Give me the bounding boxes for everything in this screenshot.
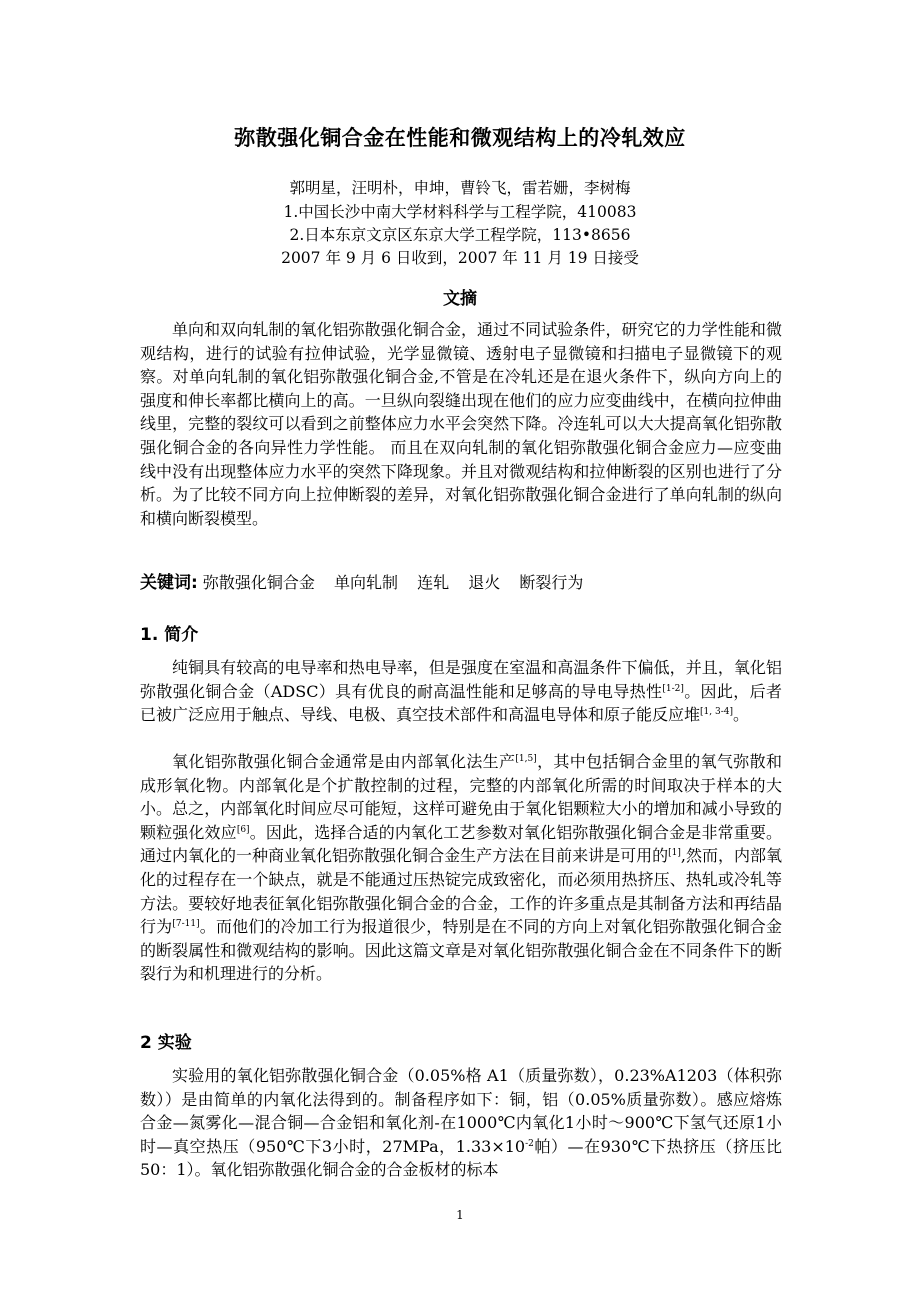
keyword-item: 断裂行为 <box>519 573 584 592</box>
citation: [1-2] <box>662 683 684 694</box>
intro-paragraph-1: 纯铜具有较高的电导率和热电导率，但是强度在室温和高温条件下偏低，并且，氧化铝弥散强化铜合金（ADSC）具有优良的耐高温性能和足够高的导电导热性[1-2]。因此，后者已被广泛应用于触点、导线、电极、真空技术部件和高温电导体和原子能反应堆[1, 3-4]。 <box>140 658 782 725</box>
keyword-item: 单向轧制 <box>334 573 399 592</box>
keywords-line <box>140 568 800 593</box>
exponent: -2 <box>525 1138 534 1149</box>
paper-title: 弥散强化铜合金在性能和微观结构上的冷轧效应 <box>234 126 686 150</box>
keywords-label: 关键词: <box>140 573 198 593</box>
section-heading-experiment: 2 实验 <box>140 1033 192 1053</box>
author-list: 郭明星，汪明朴，申坤，曹铃飞，雷若姗，李树梅 <box>289 179 631 197</box>
citation: [1] <box>668 848 681 859</box>
intro-paragraph-2: 氧化铝弥散强化铜合金通常是由内部氧化法生产[1,5]，其中包括铜合金里的氧气弥散和成形氧化物。内部氧化是个扩散控制的过程，完整的内部氧化所需的时间取决于样本的大小。总之，内部氧化时间应尽可能短，这样可避免由于氧化铝颗粒大小的增加和减小导致的颗粒强化效应[6]。因此，选择合适的内氧化工艺参数对氧化铝弥散强化铜合金是非常重要。通过内氧化的一种商业氧化铝弥散强化铜合金生产方法在目前来讲是可用的[1],然而，内部氧化的过程存在一个缺点，就是不能通过压热锭完成致密化，而必须用热挤压、热轧或冷轧等方法。要较好地表征氧化铝弥散强化铜合金的合金，工作的许多重点是其制备方法和再结晶行为[7-11]。而他们的冷加工行为报道很少，特别是在不同的方向上对氧化铝弥散强化铜合金的断裂属性和微观结构的影响。因此这篇文章是对氧化铝弥散强化铜合金在不同条件下的断裂行为和机理进行的分析。 <box>140 752 782 984</box>
abstract-heading: 文摘 <box>443 289 477 309</box>
experiment-paragraph-1: 实验用的氧化铝弥散强化铜合金（0.05%格 A1（质量弥数），0.23%A1203（体积弥数））是由简单的内氧化法得到的。制备程序如下：铜，铝（0.05%质量弥数）。感应熔炼合金—氮雾化—混合铜—合金铝和氧化剂-在1000℃内氧化1小时～900℃下氢气还原1小时—真空热压（950℃下3小时，27MPa，$1.33\times 10^{-2}$帕）—在930℃下热挤压（挤压比50：1）。氧化铝弥散强化铜合金的合金板材的标本 <box>140 1066 782 1180</box>
keyword-item: 弥散强化铜合金 <box>202 573 315 592</box>
page-number: 1 <box>456 1208 464 1222</box>
citation: [7-11] <box>172 919 200 930</box>
citation: [1, 3-4] <box>700 707 733 718</box>
received-dates: 2007 年 9 月 6 日收到，2007 年 11 月 19 日接受 <box>281 249 639 267</box>
affiliation-2: 2.日本东京文京区东京大学工程学院，113•8656 <box>289 226 631 244</box>
affiliation-1: 1.中国长沙中南大学材料科学与工程学院，410083 <box>283 203 637 221</box>
citation: [1,5] <box>515 754 537 764</box>
keyword-item: 连轧 <box>417 573 450 592</box>
abstract-text: 单向和双向轧制的氧化铝弥散强化铜合金，通过不同试验条件，研究它的力学性能和微观结构，进行的试验有拉伸试验，光学显微镜、透射电子显微镜和扫描电子显微镜下的观察。对单向轧制的氧化铝弥散强化铜合金,不管是在冷轧还是在退火条件下，纵向方向上的强度和伸长率都比横向上的高。一旦纵向裂缝出现在他们的应力应变曲线中，在横向拉伸曲线里，完整的裂纹可以看到之前整体应力水平会突然下降。冷连轧可以大大提高氧化铝弥散强化铜合金的各向异性力学性能。 而且在双向轧制的氧化铝弥散强化铜合金应力—应变曲线中没有出现整体应力水平的突然下降现象。并且对微观结构和拉伸断裂的区别也进行了分析。为了比较不同方向上拉伸断裂的差异，对氧化铝弥散强化铜合金进行了单向轧制的纵向和横向断裂模型。 <box>140 320 782 528</box>
keyword-item: 退火 <box>468 573 501 592</box>
citation: [6] <box>236 824 250 835</box>
section-heading-intro: 1. 简介 <box>140 625 199 645</box>
